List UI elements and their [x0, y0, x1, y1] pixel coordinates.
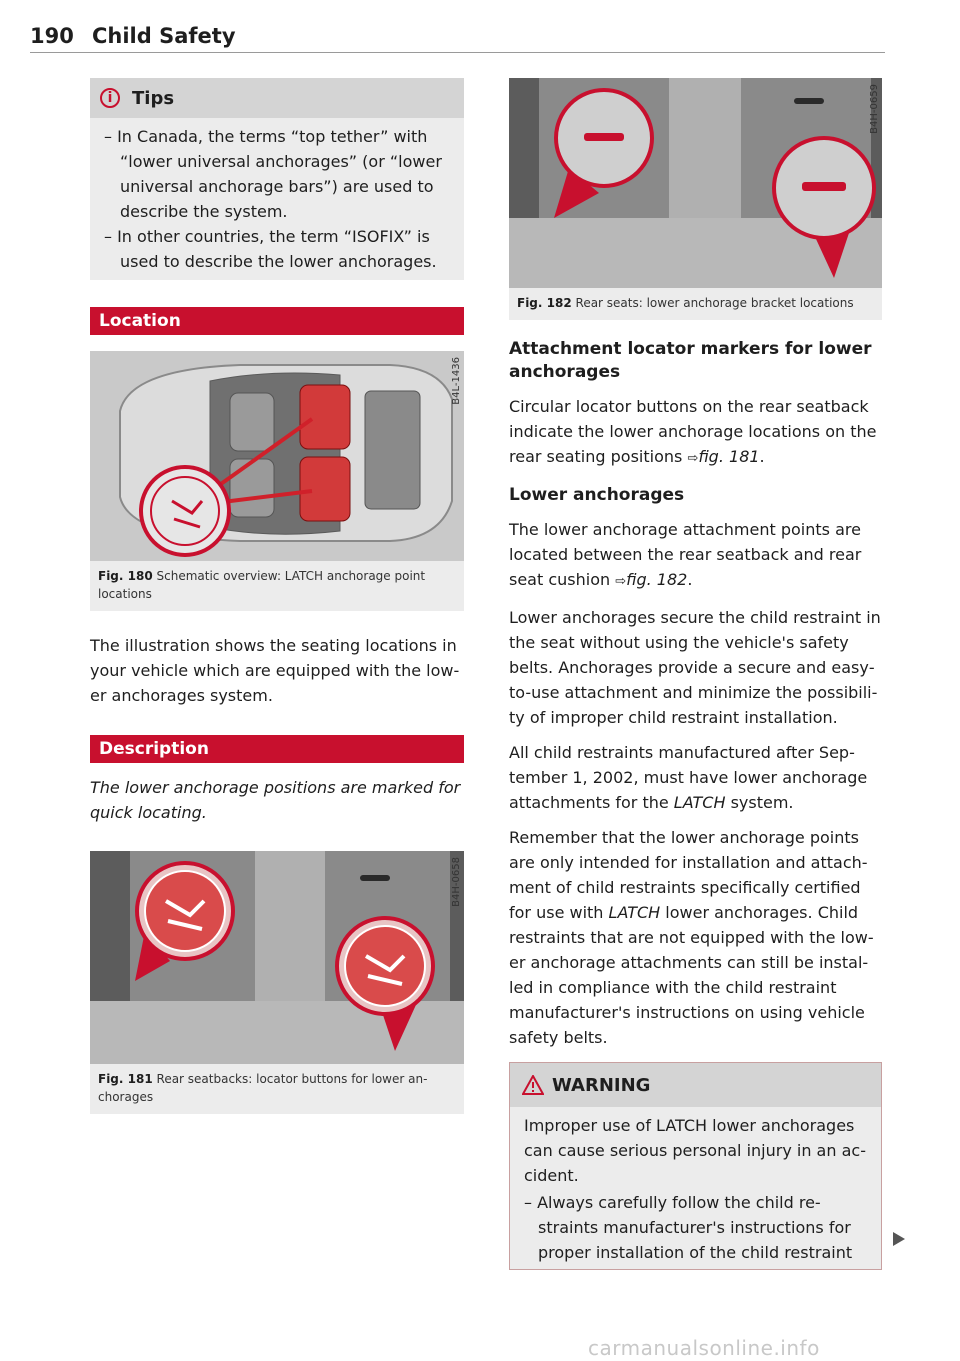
right-column: [509, 78, 882, 1270]
lower-anchorages-paragraph: The lower anchorage attachment points are located between the rear seatback and rear seat cushion ⇨fig. 182.: [509, 520, 862, 589]
warning-triangle-icon: [522, 1075, 544, 1095]
warning-box: [509, 1062, 882, 1270]
latch-term: LATCH: [608, 903, 661, 922]
reference-arrow-icon: ⇨: [615, 574, 627, 589]
page-number: 190: [30, 24, 74, 48]
rear-seatback-illustration: [90, 851, 464, 1064]
remember-paragraph: [509, 825, 882, 1050]
tips-header: [90, 78, 464, 118]
figure-number: Fig. 181: [98, 1072, 153, 1086]
figure-code: B4H-0659: [869, 84, 880, 134]
caption-text: Schematic overview: LATCH anchorage point locations: [98, 569, 426, 601]
caption-text: Rear seats: lower anchorage bracket locations: [575, 296, 854, 310]
figure-code: B4L-1436: [451, 357, 462, 405]
tips-box: [90, 78, 464, 280]
watermark: carmanualsonline.info: [588, 1336, 820, 1360]
paragraph-text: lower anchorages. Child restraints that are not equipped with the lower anchorage attachments can still be installed in compliance with the child restraint manufacturer's instructions on using vehicle safety belts.: [509, 903, 874, 1047]
markers-paragraph: Circular locator buttons on the rear seatback indicate the lower anchorage locations on the rear seating positions ⇨fig. 181.: [509, 397, 877, 466]
latch-term: LATCH: [673, 793, 726, 812]
description-intro: The lower anchorage positions are marked for quick locating.: [90, 778, 461, 822]
figure-181-image: [90, 851, 464, 1064]
markers-text: Circular locator buttons on the rear seatback indicate the lower anchorage locations on the rear seating positions: [509, 397, 877, 466]
paragraph-text: All child restraints manufactured after September 1, 2002, must have lower anchorage attachments for the: [509, 743, 868, 812]
warning-item: – Always carefully follow the child restraints manufacturer's instructions for proper installation of the child restraint: [524, 1193, 853, 1262]
figure-180-image: [90, 351, 464, 561]
figure-182-caption: [509, 288, 882, 320]
markers-heading: Attachment locator markers for lower anchorages: [509, 339, 872, 382]
rear-seat-bracket-illustration: [509, 78, 882, 288]
secure-paragraph: Lower anchorages secure the child restraint in the seat without using the vehicle's safety belts. Anchorages provide a secure and easyto-use attachment and minimize the possibility of improper child restraint installation.: [509, 608, 881, 727]
tip-item: – In Canada, the terms “top tether” with “lower universal anchorages” (or “lower universal anchorage bars”) are used to describe the system.: [104, 127, 442, 221]
warning-text: Improper use of LATCH lower anchorages can cause serious personal injury in an accident.: [524, 1116, 866, 1185]
figure-182-image: [509, 78, 882, 288]
left-column: [90, 78, 464, 1114]
reference-arrow-icon: ⇨: [687, 451, 699, 466]
warning-header: [510, 1063, 881, 1107]
page-header: [30, 22, 885, 53]
info-icon: i: [100, 88, 120, 108]
location-body: The illustration shows the seating locations in your vehicle which are equipped with the lower anchorages system.: [90, 636, 460, 705]
car-overhead-illustration: [90, 351, 464, 561]
figure-182: [509, 78, 882, 320]
lower-text: The lower anchorage attachment points are located between the rear seatback and rear seat cushion: [509, 520, 862, 589]
continue-arrow-icon: [893, 1232, 905, 1246]
section-title: Child Safety: [92, 24, 236, 48]
figure-reference[interactable]: fig. 181: [698, 447, 760, 466]
figure-180: [90, 351, 464, 611]
figure-number: Fig. 182: [517, 296, 572, 310]
figure-reference[interactable]: fig. 182: [626, 570, 688, 589]
paragraph-text: system.: [730, 793, 794, 812]
figure-number: Fig. 180: [98, 569, 153, 583]
tips-body: [90, 118, 464, 280]
description-heading: Description: [90, 735, 464, 763]
lower-anchorages-heading: Lower anchorages: [509, 485, 685, 505]
september-paragraph: [509, 740, 882, 815]
location-heading: Location: [90, 307, 464, 335]
warning-title: WARNING: [552, 1074, 651, 1096]
figure-180-caption: [90, 561, 464, 611]
warning-body: [510, 1107, 881, 1269]
tips-title: Tips: [132, 87, 175, 109]
tip-item: – In other countries, the term “ISOFIX” is used to describe the lower anchorages.: [104, 227, 437, 271]
figure-code: B4H-0658: [451, 857, 462, 907]
caption-text: Rear seatbacks: locator buttons for lower anchorages: [98, 1072, 428, 1104]
figure-181-caption: [90, 1064, 464, 1114]
figure-181: [90, 851, 464, 1114]
paragraph-text: Remember that the lower anchorage points are only intended for installation and attachment of child restraints specifically certified for use with: [509, 828, 868, 922]
